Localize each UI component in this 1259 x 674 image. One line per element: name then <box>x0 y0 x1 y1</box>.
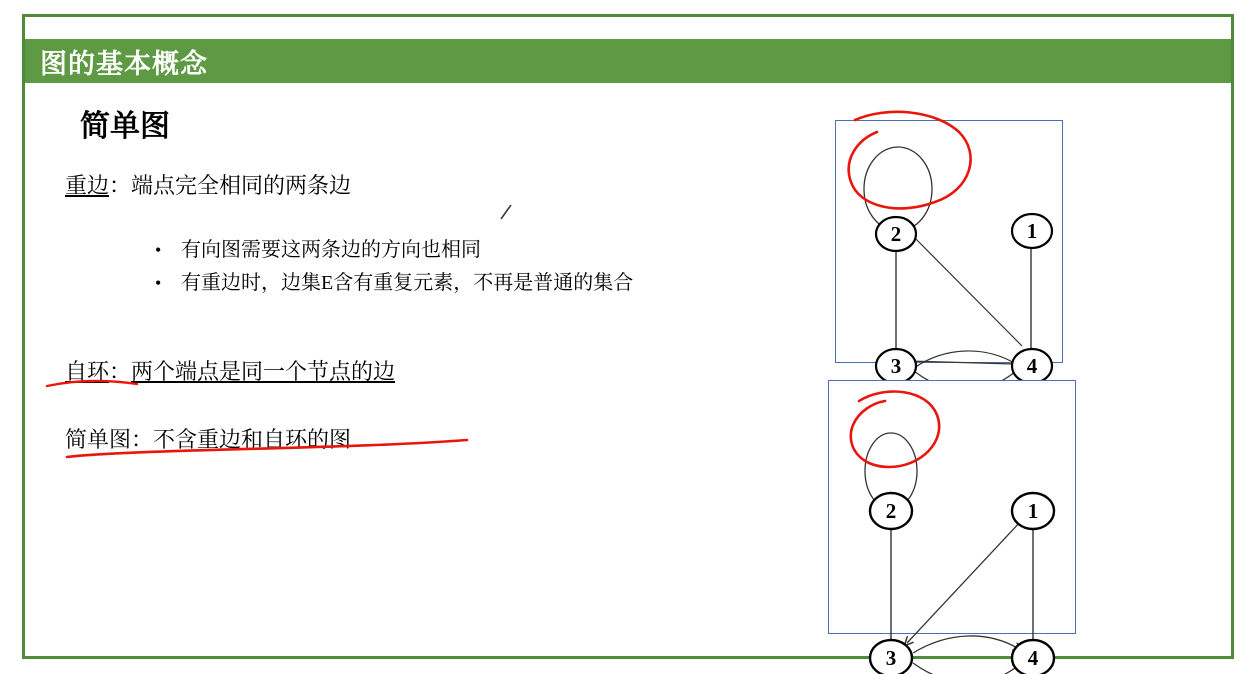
svg-text:2: 2 <box>885 499 897 523</box>
definition-self-loop-text: 两个端点是同一个节点的边 <box>131 359 396 384</box>
definition-duplicate-edge-term: 重边 <box>65 173 110 198</box>
svg-text:1: 1 <box>1026 219 1038 243</box>
directed-graph-svg <box>829 381 1075 670</box>
slide-title-bar <box>25 39 1231 83</box>
bullet-icon: • <box>155 240 162 260</box>
svg-text:3: 3 <box>890 354 902 378</box>
definition-simple-graph-text: 不含重边和自环的图 <box>153 427 352 452</box>
definition-simple-graph <box>65 423 351 454</box>
undirected-graph-svg <box>836 121 1062 378</box>
definition-self-loop-sep: ： <box>109 359 132 384</box>
page-title: 图的基本概念 <box>40 48 208 79</box>
bullet-icon: • <box>155 273 162 293</box>
svg-text:1: 1 <box>1027 499 1039 523</box>
definition-duplicate-edge-text: 端点完全相同的两条边 <box>131 173 352 198</box>
definition-simple-graph-term: 简单图 <box>65 427 132 452</box>
svg-text:4: 4 <box>1027 646 1039 670</box>
figure-undirected-multigraph <box>835 120 1063 378</box>
figure-directed-multigraph <box>828 380 1076 670</box>
bullet-label: 有向图需要这两条边的方向也相同 <box>181 239 481 261</box>
list-item <box>155 233 633 262</box>
svg-text:2: 2 <box>890 222 902 246</box>
bullet-list <box>155 233 633 299</box>
definition-self-loop-term: 自环 <box>65 359 110 384</box>
ink-annotation-cursor-mark <box>495 201 523 229</box>
definition-simple-graph-sep: ： <box>131 427 154 452</box>
list-item <box>155 266 633 295</box>
definition-duplicate-edge-sep: ： <box>109 173 132 198</box>
slide-content <box>25 83 1231 670</box>
definition-duplicate-edge <box>65 169 351 200</box>
svg-text:4: 4 <box>1026 354 1038 378</box>
bullet-label: 有重边时，边集E含有重复元素，不再是普通的集合 <box>181 272 634 294</box>
definition-self-loop <box>65 355 395 386</box>
slide-frame <box>22 14 1234 670</box>
svg-text:3: 3 <box>885 646 897 670</box>
slide-margin <box>0 0 22 14</box>
section-heading: 简单图 <box>80 110 170 143</box>
